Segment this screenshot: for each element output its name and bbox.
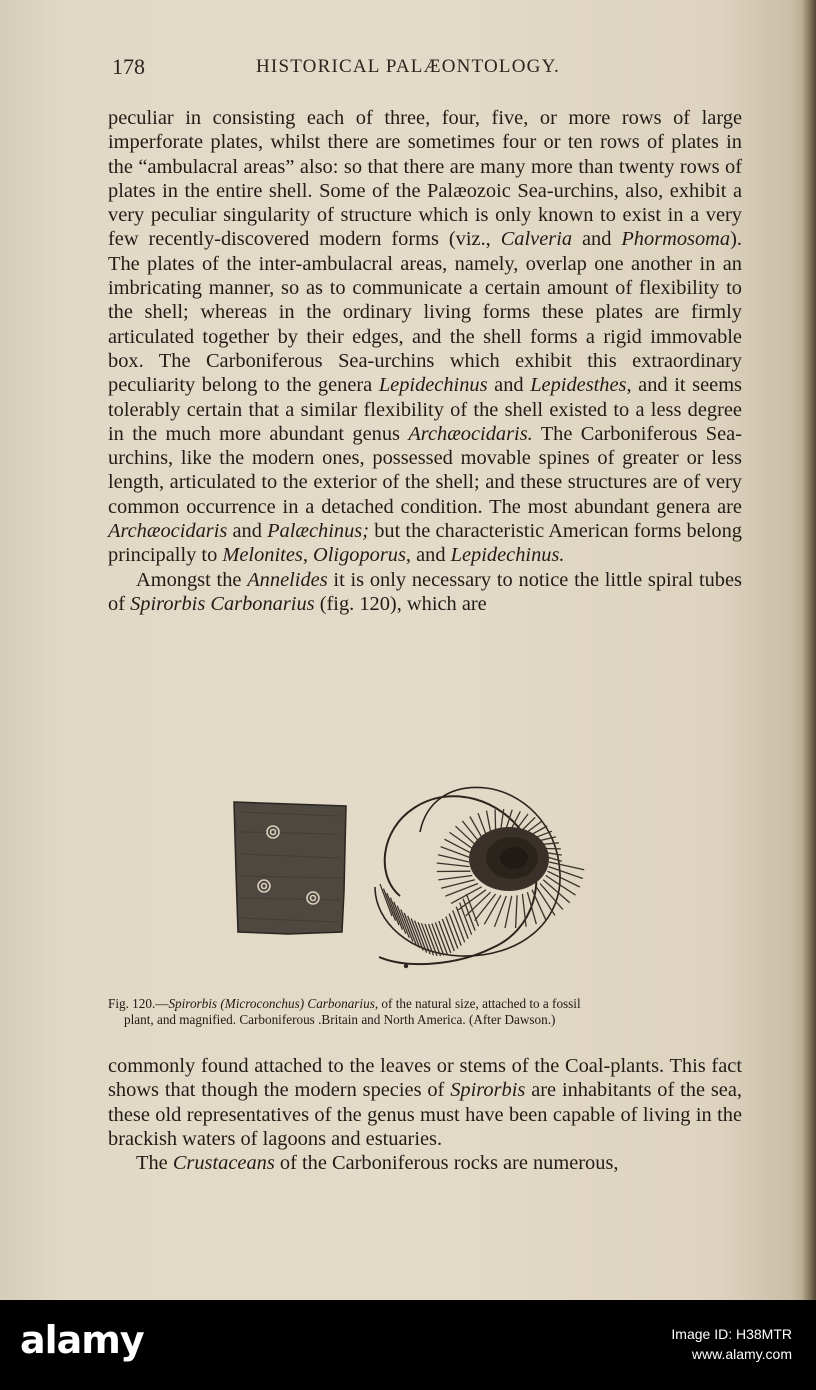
caption-text-1: , of the natural size, attached to a fossil [374, 996, 581, 1011]
fossil-plant-fragment [234, 802, 346, 934]
text-run: and [572, 228, 622, 251]
caption-text-2: plant, and magnified. Carboniferous .Britain and North America. (After Dawson.) [124, 1012, 556, 1027]
text-run: it is only necessary to notice the little spiral tubes of [108, 568, 742, 615]
text-run: , [302, 544, 314, 567]
shell-rib [549, 857, 562, 861]
italic-term: Crustaceans [172, 1152, 275, 1175]
italic-term: Archæocidaris [108, 520, 228, 543]
italic-term: Phormosoma [621, 228, 731, 251]
shell-rib [463, 899, 475, 931]
text-run: are inhabitants of the sea, these old representatives of the genus must have been capable of living in the brackish waters of lagoons and estuaries. [108, 1079, 742, 1150]
shell-rib [444, 839, 470, 853]
text-run: The [136, 1152, 173, 1175]
shell-rib [495, 809, 496, 830]
alamy-logo[interactable]: alamy [20, 1318, 144, 1362]
italic-term: Lepidesthes [530, 374, 627, 397]
shell-rib [495, 896, 507, 927]
text-run: but the characteristic American forms belong principally to [108, 520, 742, 567]
stock-meta [671, 1324, 792, 1364]
shell-rib [460, 903, 472, 935]
shell-rib [484, 895, 501, 924]
paragraph-coal-plants [108, 1054, 742, 1151]
figure-spirorbis [230, 772, 620, 984]
text-run: Amongst the [136, 568, 248, 591]
text-run: ). The plates of the inter-ambulacral areas, namely, overlap one another in an imbricating manner, so as to communicate a certain amount of flexibility to the shell; whereas in the ordinary living forms these plates are firmly articulated together by their edges, and the shell forms a rigid immovable box. The Carboniferous Sea-urchins which exhibit this extraordinary peculiarity belong to the genera [108, 228, 742, 397]
text-run: of the Carboniferous rocks are numerous, [274, 1152, 619, 1175]
shell-rib [487, 811, 491, 832]
shell-rib [505, 896, 512, 928]
page-header [108, 54, 748, 84]
shell-rib [380, 884, 392, 916]
italic-term: Archæocidaris. [408, 422, 533, 445]
shell-rib [437, 863, 470, 867]
italic-term: Calveria [500, 228, 573, 251]
stock-photo-bar [0, 1300, 816, 1390]
italic-term: Annelides [247, 568, 328, 591]
site-link[interactable]: www.alamy.com [691, 1346, 792, 1362]
page-number: 178 [112, 54, 145, 79]
italic-term: Spirorbis Carbonarius [130, 592, 315, 615]
italic-term: Lepidechinus [378, 374, 488, 397]
shell-rib [516, 895, 518, 928]
body-text-upper [108, 106, 742, 616]
text-run: and [227, 520, 268, 543]
italic-term: Lepidechinus. [450, 544, 565, 567]
text-run: , and [405, 544, 451, 567]
shell-rib [548, 853, 562, 855]
italic-term: Melonites [222, 544, 303, 567]
text-run: The Carboniferous Sea-urchins, like the modern ones, possessed movable spines of greater or less length, articulated to the exterior of the shell; and these structures are of very common occurrence in a detached condition. The most abundant genera are [108, 422, 742, 518]
italic-term: Spirorbis [450, 1079, 526, 1102]
running-title: HISTORICAL PALÆONTOLOGY. [256, 56, 560, 77]
image-id: Image ID: H38MTR [671, 1326, 792, 1342]
italic-term: Oligoporus [313, 544, 406, 567]
shell-rib [456, 826, 475, 844]
paragraph-sea-urchins [108, 106, 742, 568]
spirorbis-magnified [375, 787, 584, 968]
text-run: peculiar in consisting each of three, four, five, or more rows of large imperforate plates, whilst there are sometimes four or ten rows of plates in the “ambulacral areas” also: so that there are many more than twenty rows of plates in the entire shell. Some of the Palæozoic Sea-urchins, also, exhibit a very peculiar singularity of structure which is only known to exist in a very few recently-discovered modern forms (viz., [108, 107, 742, 251]
paragraph-crustaceans [108, 1151, 742, 1175]
text-run: commonly found attached to the leaves or stems of the Coal-plants. This fact shows that though the modern species of [108, 1055, 742, 1102]
shell-rib [438, 876, 472, 880]
text-run: (fig. 120), which are [314, 592, 487, 615]
shell-rib [478, 813, 486, 834]
text-run: , and it seems tolerably certain that a similar flexibility of the shell existed to a less degree in the much more abundant genus [108, 374, 742, 445]
shell-rib [462, 821, 478, 841]
shell-rib [536, 887, 555, 916]
caption-species: Carbonarius [307, 996, 375, 1011]
caption-label: Fig. 120.— [108, 996, 169, 1011]
text-run: and [487, 374, 531, 397]
figure-caption [108, 996, 742, 1028]
caption-subgenus: (Microconchus) [220, 996, 305, 1011]
italic-term: Palæchinus; [267, 520, 370, 543]
caption-genus: Spirorbis [168, 996, 218, 1011]
body-text-lower [108, 1054, 742, 1175]
shell-rib [450, 832, 473, 848]
page-edge-shadow [802, 0, 816, 1300]
paragraph-annelides [108, 568, 742, 617]
shell-rib [543, 843, 559, 845]
